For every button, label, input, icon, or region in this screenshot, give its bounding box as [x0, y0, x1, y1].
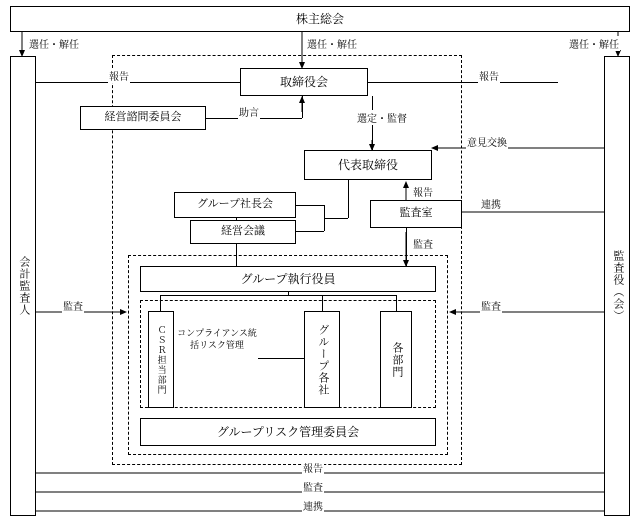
line-presidents-right: [296, 205, 324, 206]
edge-label-audit-bottom: 監査: [302, 479, 324, 494]
line-exec-to-divisions: [396, 295, 397, 311]
edge-label-election-left: 選任・解任: [28, 36, 80, 51]
line-csr-to-groupco: [256, 358, 304, 359]
edge-label-cooperation-right: 連携: [480, 196, 502, 211]
line-bracket-to-repdir: [324, 218, 348, 219]
edge-label-audit-by-audit-office: 監査: [412, 236, 434, 251]
node-each-division[interactable]: [380, 311, 412, 408]
node-shareholders-meeting[interactable]: 株主総会: [10, 6, 630, 32]
line-mgmt-right: [296, 231, 324, 232]
node-group-companies-label: グループ各社: [316, 323, 329, 396]
node-corporate-auditors[interactable]: [604, 56, 630, 516]
line-exec-to-csr: [160, 295, 161, 311]
node-advisory-committee[interactable]: 経営諮問委員会: [80, 106, 206, 130]
edge-label-report-audit-office: 報告: [412, 184, 434, 199]
node-group-executive-officers[interactable]: グループ執行役員: [140, 266, 436, 292]
node-csr-department-label: ＣＳＲ担当部門: [156, 324, 167, 395]
edge-label-report-bottom: 報告: [302, 460, 324, 475]
node-group-companies[interactable]: [304, 311, 340, 408]
line-report-left: [22, 82, 240, 83]
line-advice-up: [302, 96, 303, 118]
node-group-presidents-meeting[interactable]: グループ社長会: [174, 192, 296, 218]
edge-label-opinion-exchange: 意見交換: [466, 134, 508, 149]
node-board-of-directors[interactable]: 取締役会: [240, 68, 368, 96]
edge-label-election-center: 選任・解任: [306, 36, 358, 51]
edge-label-report-right-top: 報告: [478, 68, 500, 83]
node-corporate-auditors-label: 監査役（会）: [611, 250, 624, 322]
edge-label-audit-right: 監査: [480, 298, 502, 313]
line-auditoffice-down: [406, 228, 407, 270]
node-each-division-label: 各部門: [390, 341, 403, 378]
node-group-risk-committee[interactable]: グループリスク管理委員会: [140, 418, 436, 446]
node-csr-department[interactable]: [148, 311, 174, 408]
node-representative-director[interactable]: 代表取締役: [304, 150, 432, 180]
edge-label-cooperation-bottom: 連携: [302, 498, 324, 513]
edge-label-election-right: 選任・解任: [568, 36, 620, 51]
line-report-right: [368, 82, 558, 83]
line-exec-to-groupco: [322, 295, 323, 311]
node-accounting-auditor-label: 会計監査人: [17, 256, 30, 316]
node-compliance-risk: コンプライアンス統括リスク管理: [176, 320, 258, 360]
edge-label-advice: 助言: [238, 104, 260, 119]
edge-label-audit-left: 監査: [62, 298, 84, 313]
node-audit-office[interactable]: 監査室: [370, 200, 462, 228]
line-exec-spread: [160, 295, 396, 296]
edge-label-appoint-supervise: 選定・監督: [356, 110, 408, 125]
line-repdir-down: [348, 180, 349, 218]
node-accounting-auditor[interactable]: [10, 56, 36, 516]
edge-label-report-left-top: 報告: [108, 68, 130, 83]
node-management-meeting[interactable]: 経営会議: [190, 220, 296, 244]
